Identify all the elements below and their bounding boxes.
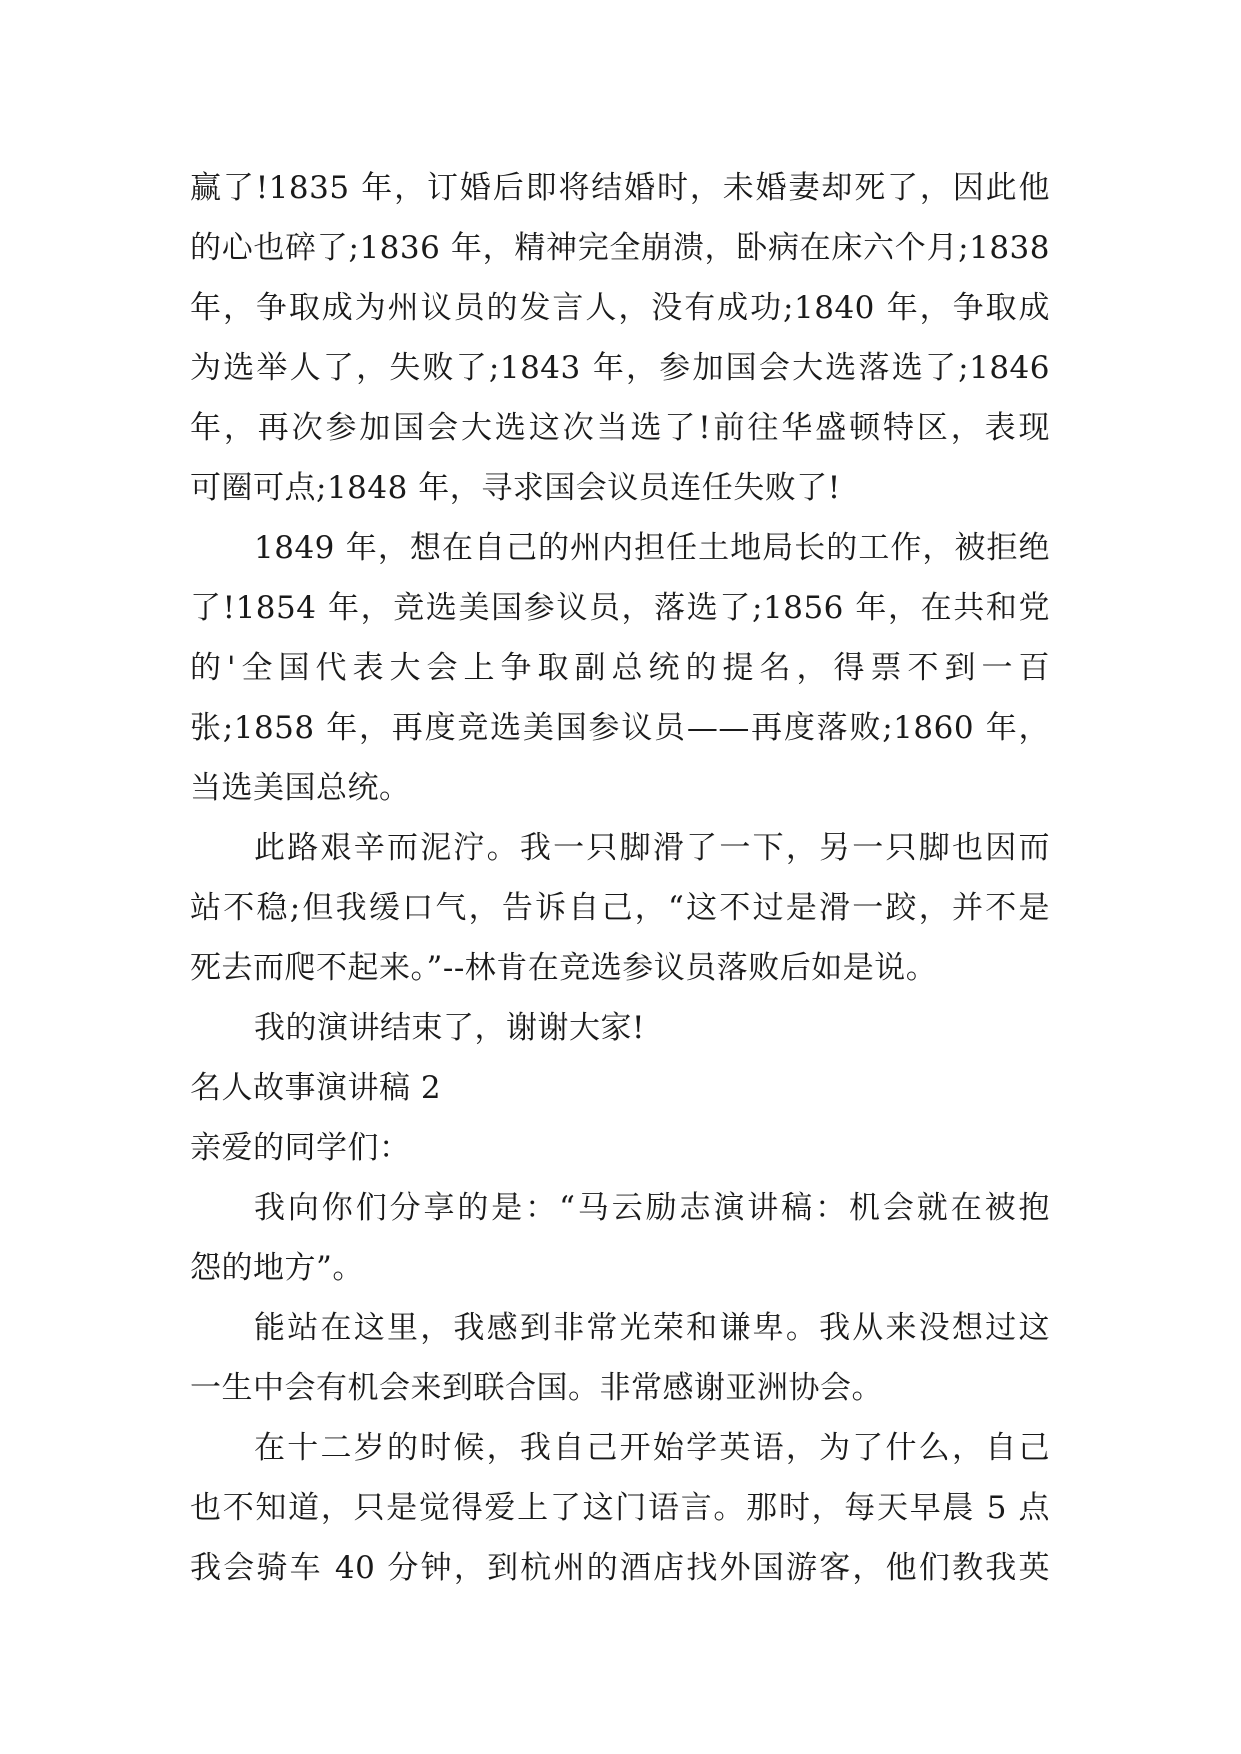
text-line: 为选举人了，失败了;1843 年，参加国会大选落选了;1846	[190, 350, 1050, 386]
text-line: 怨的地方”。	[190, 1250, 364, 1286]
document-body	[190, 158, 1050, 1598]
text-line: 当选美国总统。	[190, 770, 411, 806]
paragraph-first-line: 我向你们分享的是：“马云励志演讲稿：机会就在被抱	[254, 1190, 1050, 1226]
section-title: 名人故事演讲稿 2	[190, 1070, 442, 1106]
paragraph-first-line: 我的演讲结束了，谢谢大家!	[254, 1010, 645, 1046]
text-line: 赢了!1835 年，订婚后即将结婚时，未婚妻却死了，因此他	[190, 170, 1050, 206]
text-line: 张;1858 年，再度竞选美国参议员——再度落败;1860 年，	[190, 710, 1050, 746]
text-line: 可圈可点;1848 年，寻求国会议员连任失败了!	[190, 470, 841, 506]
text-line: 的心也碎了;1836 年，精神完全崩溃，卧病在床六个月;1838	[190, 230, 1050, 266]
text-line: 我会骑车 40 分钟，到杭州的酒店找外国游客，他们教我英	[190, 1550, 1050, 1586]
text-line: 年，争取成为州议员的发言人，没有成功;1840 年，争取成	[190, 290, 1050, 326]
paragraph-first-line: 此路艰辛而泥泞。我一只脚滑了一下，另一只脚也因而	[254, 830, 1050, 866]
text-line: 年，再次参加国会大选这次当选了!前往华盛顿特区，表现	[190, 410, 1050, 446]
paragraph-first-line: 1849 年，想在自己的州内担任土地局长的工作，被拒绝	[254, 530, 1050, 566]
salutation: 亲爱的同学们：	[190, 1130, 411, 1166]
text-line: 也不知道，只是觉得爱上了这门语言。那时，每天早晨 5 点	[190, 1490, 1050, 1526]
text-line: 站不稳;但我缓口气，告诉自己，“这不过是滑一跤，并不是	[190, 890, 1050, 926]
text-line: 一生中会有机会来到联合国。非常感谢亚洲协会。	[190, 1370, 883, 1406]
paragraph-first-line: 能站在这里，我感到非常光荣和谦卑。我从来没想过这	[254, 1310, 1050, 1346]
text-line: 的'全国代表大会上争取副总统的提名，得票不到一百	[190, 650, 1050, 686]
paragraph-first-line: 在十二岁的时候，我自己开始学英语，为了什么，自己	[254, 1430, 1050, 1466]
text-line: 了!1854 年，竞选美国参议员，落选了;1856 年，在共和党	[190, 590, 1050, 626]
text-line: 死去而爬不起来。”--林肯在竞选参议员落败后如是说。	[190, 950, 938, 986]
